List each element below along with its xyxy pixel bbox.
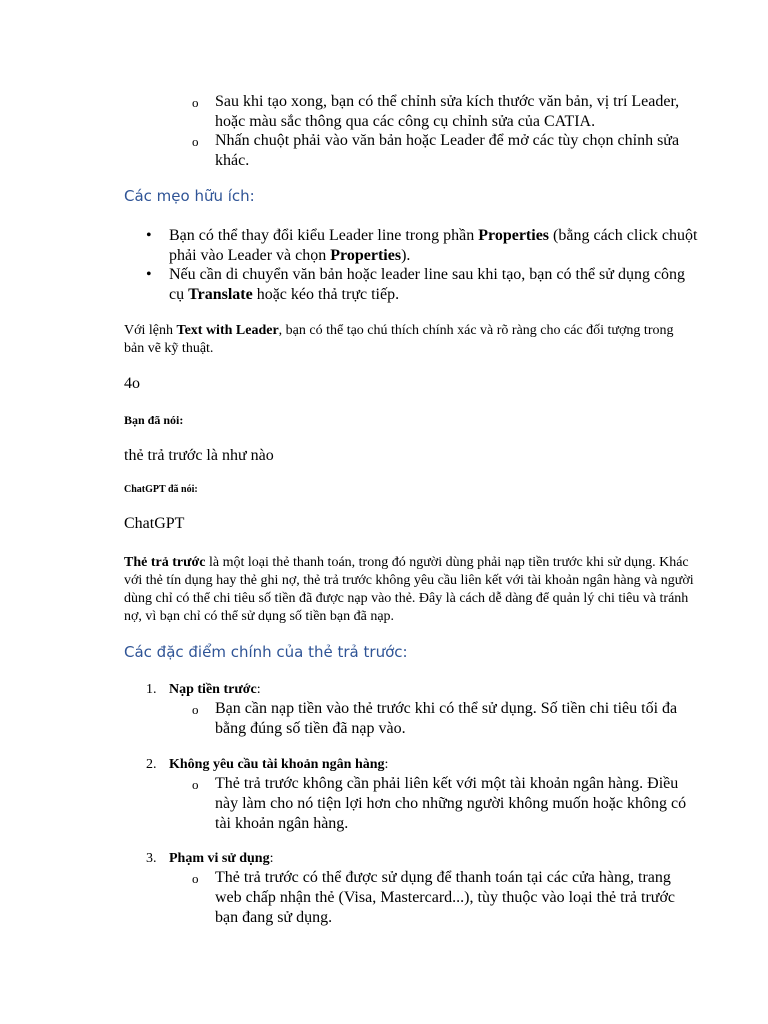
bullet-marker: • — [146, 266, 152, 283]
user-message: thẻ trả trước là như nào — [124, 447, 274, 464]
list-item-text: Sau khi tạo xong, bạn có thể chỉnh sửa kích thước văn bản, vị trí Leader, hoặc màu sắc thông qua các công cụ chỉnh sửa của CATIA. — [215, 93, 680, 130]
assistant-name: ChatGPT — [124, 515, 185, 532]
list-item-text: Bạn cần nạp tiền vào thẻ trước khi có thể sử dụng. Số tiền chi tiêu tối đa bằng đúng số tiền đã nạp vào. — [215, 700, 678, 737]
item-number: 3. — [146, 851, 157, 866]
features-heading: Các đặc điểm chính của thẻ trả trước: — [124, 643, 408, 661]
circle-marker: o — [192, 134, 199, 149]
list-item-text: Thẻ trả trước có thể được sử dụng để thanh toán tại các cửa hàng, trang web chấp nhận thẻ (Visa, Mastercard...), tùy thuộc vào loại thẻ trả trước bạn đang sử dụng. — [215, 869, 676, 926]
circle-marker: o — [192, 871, 199, 886]
item-number: 1. — [146, 682, 157, 697]
model-label: 4o — [124, 375, 140, 392]
user-label: Bạn đã nói: — [124, 413, 184, 427]
feature-title: Không yêu cầu tài khoản ngân hàng: — [169, 757, 389, 772]
circle-marker: o — [192, 777, 199, 792]
list-item-text: Bạn có thể thay đổi kiểu Leader line trong phần Properties (bằng cách click chuột phải vào Leader và chọn Properties). — [169, 227, 698, 264]
feature-title: Phạm vi sử dụng: — [169, 851, 274, 866]
item-number: 2. — [146, 757, 157, 772]
feature-title: Nạp tiền trước: — [169, 682, 261, 697]
tips-heading: Các mẹo hữu ích: — [124, 187, 255, 205]
intro-paragraph: Thẻ trả trước là một loại thẻ thanh toán, trong đó người dùng phải nạp tiền trước khi sử dụng. Khác với thẻ tín dụng hay thẻ ghi nợ, thẻ trả trước không yêu cầu liên kết với tài khoản ngân hàng và người dùng chỉ có thể chi tiêu số tiền đã được nạp vào thẻ. Đây là cách dễ dàng để quản lý chi tiêu và tránh nợ, vì bạn chỉ có thể sử dụng số tiền bạn đã nạp. — [124, 555, 694, 624]
circle-marker: o — [192, 95, 199, 110]
bullet-marker: • — [146, 227, 152, 244]
assistant-label: ChatGPT đã nói: — [124, 484, 198, 495]
summary-paragraph: Với lệnh Text with Leader, bạn có thể tạo chú thích chính xác và rõ ràng cho các đối tượng trong bản vẽ kỹ thuật. — [124, 323, 674, 356]
list-item-text: Nếu cần di chuyển văn bản hoặc leader line sau khi tạo, bạn có thể sử dụng công cụ Translate hoặc kéo thả trực tiếp. — [169, 266, 686, 303]
list-item-text: Nhấn chuột phải vào văn bản hoặc Leader để mở các tùy chọn chỉnh sửa khác. — [215, 132, 680, 169]
list-item-text: Thẻ trả trước không cần phải liên kết với một tài khoản ngân hàng. Điều này làm cho nó tiện lợi hơn cho những người không muốn hoặc không có tài khoản ngân hàng. — [215, 775, 687, 832]
circle-marker: o — [192, 702, 199, 717]
